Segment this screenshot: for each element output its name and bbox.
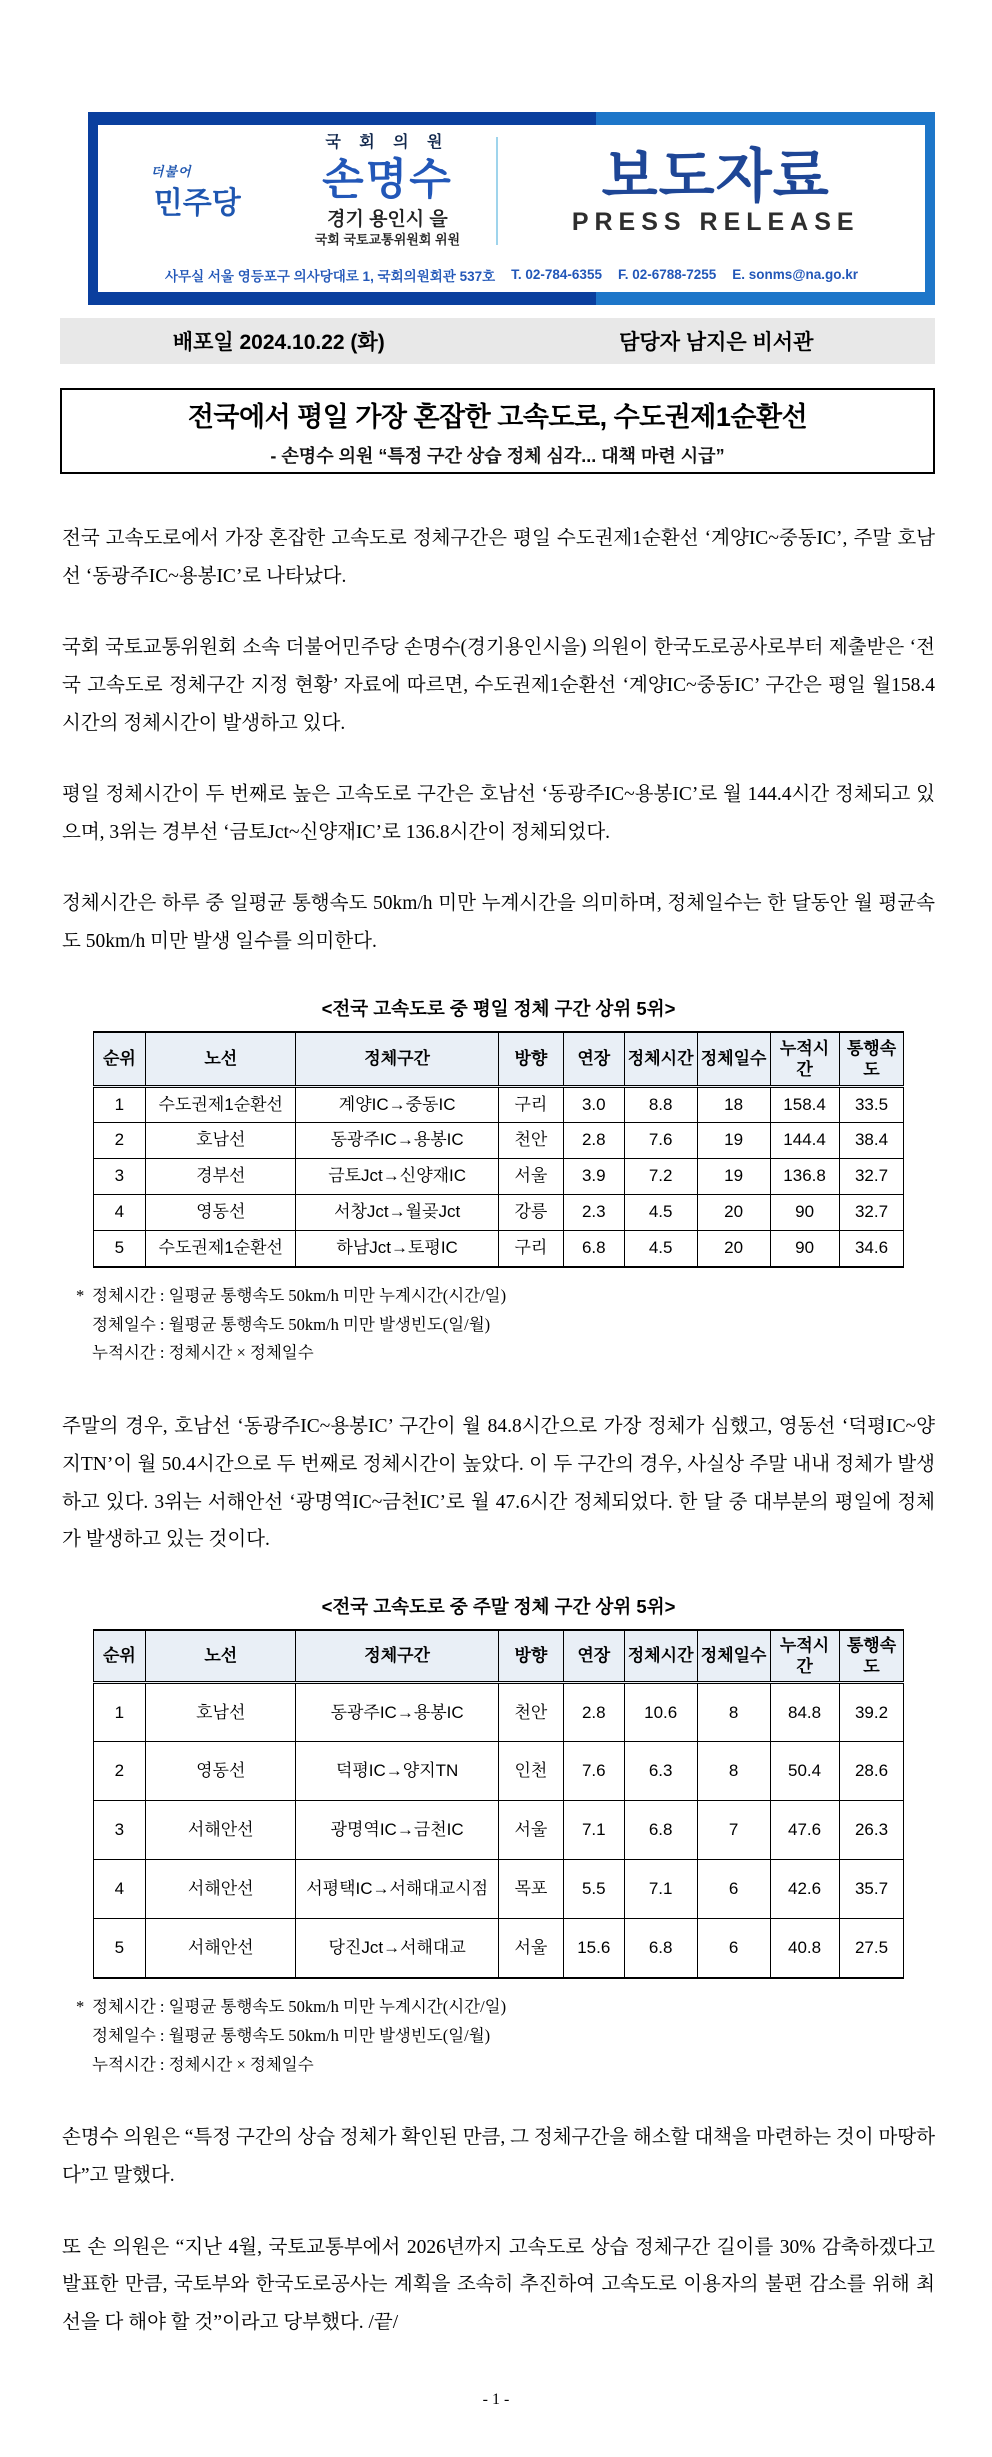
table-cell: 동광주IC→용봉IC	[296, 1683, 499, 1742]
footnote-mark: *	[76, 1996, 85, 2016]
table-cell: 수도권제1순환선	[146, 1087, 296, 1123]
table-cell: 6.8	[624, 1801, 697, 1860]
release-title-block	[506, 143, 925, 236]
member-block	[296, 134, 478, 248]
table-cell: 40.8	[770, 1919, 839, 1978]
article-body	[62, 520, 935, 2376]
table-cell: 6.3	[624, 1742, 697, 1801]
footnote-text: 정체시간 : 일평균 통행속도 50km/h 미만 누계시간(시간/일)	[92, 1996, 507, 2016]
footnote-line	[76, 2051, 935, 2080]
table-row	[93, 1919, 904, 1978]
header-right-border	[925, 125, 935, 292]
contact-manager: 담당자 남지은 비서관	[619, 331, 814, 354]
header-vertical-divider	[496, 137, 498, 245]
table-cell: 구리	[499, 1087, 564, 1123]
table-cell: 7.2	[624, 1159, 697, 1195]
table-cell: 7.1	[624, 1860, 697, 1919]
table-cell: 강릉	[499, 1195, 564, 1231]
page-number: - 1 -	[482, 2391, 510, 2408]
table-cell: 5.5	[563, 1860, 624, 1919]
release-date: 배포일 2024.10.22 (화)	[172, 331, 385, 354]
footnote-text: 누적시간 : 정체시간 × 정체일수	[92, 2054, 314, 2074]
footnote-mark: *	[76, 1285, 85, 1305]
table-header-row	[93, 1032, 904, 1087]
headline-box	[60, 388, 935, 474]
release-title-korean: 보도자료	[601, 143, 830, 209]
table-row	[93, 1742, 904, 1801]
table-cell: 8	[697, 1742, 770, 1801]
column-header: 정체구간	[296, 1032, 499, 1087]
weekday-table-caption: <전국 고속도로 중 평일 정체 구간 상위 5위>	[321, 997, 676, 1019]
member-title: 국 회 의 원	[325, 134, 450, 152]
headline-title: 전국에서 평일 가장 혼잡한 고속도로, 수도권제1순환선	[187, 401, 808, 432]
table-cell: 동광주IC→용봉IC	[296, 1123, 499, 1159]
column-header: 정체일수	[697, 1032, 770, 1087]
press-release-header	[88, 112, 935, 305]
table-cell: 33.5	[839, 1087, 904, 1123]
column-header: 노선	[146, 1032, 296, 1087]
table-cell: 6	[697, 1919, 770, 1978]
paragraph: 평일 정체시간이 두 번째로 높은 고속도로 구간은 호남선 ‘동광주IC~용봉IC’로 월 144.4시간 정체되고 있으며, 3위는 경부선 ‘금토Jct~신양재IC’로 136.8시간이 정체되었다.	[62, 784, 935, 843]
contact-office: 사무실 서울 영등포구 의사당대로 1, 국회의원회관 537호	[164, 268, 496, 284]
party-logo	[98, 161, 296, 222]
column-header: 정체일수	[697, 1630, 770, 1683]
headline-subtitle: - 손명수 의원 “특정 구간 상습 정체 심각... 대책 마련 시급”	[270, 445, 725, 466]
table-cell: 90	[770, 1231, 839, 1267]
footnote-line	[76, 1282, 935, 1311]
footnote-text: 정체일수 : 월평균 통행속도 50km/h 미만 발생빈도(일/월)	[92, 2025, 491, 2045]
table-cell: 영동선	[146, 1195, 296, 1231]
table-cell: 6.8	[563, 1231, 624, 1267]
release-title-english: PRESS RELEASE	[571, 207, 860, 236]
table-cell: 인천	[499, 1742, 564, 1801]
table-cell: 38.4	[839, 1123, 904, 1159]
paragraph: 정체시간은 하루 중 일평균 통행속도 50km/h 미만 누계시간을 의미하며, 정체일수는 한 달동안 월 평균속도 50km/h 미만 발생 일수를 의미한다.	[62, 893, 935, 952]
party-logo-script: 더불어	[150, 163, 192, 179]
footnote-text: 누적시간 : 정체시간 × 정체일수	[92, 1343, 314, 1363]
member-name: 손명수	[322, 155, 453, 204]
table-cell: 4	[93, 1195, 146, 1231]
table-row	[93, 1159, 904, 1195]
column-header: 노선	[146, 1630, 296, 1683]
table-cell: 목포	[499, 1860, 564, 1919]
table-cell: 144.4	[770, 1123, 839, 1159]
table-cell: 90	[770, 1195, 839, 1231]
table-cell: 하남Jct→토평IC	[296, 1231, 499, 1267]
column-header: 방향	[499, 1032, 564, 1087]
table-cell: 4	[93, 1860, 146, 1919]
table-cell: 1	[93, 1087, 146, 1123]
header-bottom-border	[88, 292, 935, 305]
table-cell: 서해안선	[146, 1801, 296, 1860]
table-cell: 6	[697, 1860, 770, 1919]
table-cell: 50.4	[770, 1742, 839, 1801]
contact-tel: T. 02-784-6355	[511, 267, 602, 282]
header-content	[98, 125, 925, 257]
table-cell: 18	[697, 1087, 770, 1123]
table-row	[93, 1087, 904, 1123]
footnote-line	[76, 1993, 935, 2022]
footnote-text: 정체시간 : 일평균 통행속도 50km/h 미만 누계시간(시간/일)	[92, 1285, 507, 1305]
table-cell: 경부선	[146, 1159, 296, 1195]
table-cell: 서울	[499, 1801, 564, 1860]
table-cell: 구리	[499, 1231, 564, 1267]
table-cell: 8.8	[624, 1087, 697, 1123]
table-cell: 7.1	[563, 1801, 624, 1860]
table-cell: 서울	[499, 1919, 564, 1978]
paragraph: 또 손 의원은 “지난 4월, 국토교통부에서 2026년까지 고속도로 상습 정체구간 길이를 30% 감축하겠다고 발표한 만큼, 국토부와 한국도로공사는 계획을 조속히 추진하여 고속도로 이용자의 불편 감소를 위해 최선을 다 해야 할 것”이라고 당부했다. /끝/	[62, 2236, 935, 2333]
table-cell: 7.6	[563, 1742, 624, 1801]
table-cell: 2	[93, 1742, 146, 1801]
table-cell: 42.6	[770, 1860, 839, 1919]
table-row	[93, 1231, 904, 1267]
contact-fax: F. 02-6788-7255	[617, 267, 717, 282]
footnote-line	[76, 1311, 935, 1340]
table-cell: 서울	[499, 1159, 564, 1195]
column-header: 순위	[93, 1032, 146, 1087]
table-cell: 35.7	[839, 1860, 904, 1919]
contact-line	[98, 257, 925, 292]
table-row	[93, 1801, 904, 1860]
table-cell: 영동선	[146, 1742, 296, 1801]
table-cell: 19	[697, 1159, 770, 1195]
table-cell: 39.2	[839, 1683, 904, 1742]
header-left-border	[88, 125, 98, 292]
table-cell: 15.6	[563, 1919, 624, 1978]
paragraph: 주말의 경우, 호남선 ‘동광주IC~용봉IC’ 구간이 월 84.8시간으로 가장 정체가 심했고, 영동선 ‘덕평IC~양지TN’이 월 50.4시간으로 두 번째로 정체시간이 높았다. 이 두 구간의 경우, 사실상 주말 내내 정체가 발생하고 있다. 3위는 서해안선 ‘광명역IC~금천IC’로 월 47.6시간 정체되었다. 한 달 중 대부분의 평일에 정체가 발생하고 있는 것이다.	[62, 1416, 935, 1551]
footnote-line	[76, 1339, 935, 1368]
weekend-table-caption: <전국 고속도로 중 주말 정체 구간 상위 5위>	[321, 1595, 676, 1617]
table-cell: 덕평IC→양지TN	[296, 1742, 499, 1801]
table-cell: 8	[697, 1683, 770, 1742]
column-header: 정체시간	[624, 1630, 697, 1683]
table-cell: 계양IC→중동IC	[296, 1087, 499, 1123]
table-cell: 7.6	[624, 1123, 697, 1159]
table-cell: 7	[697, 1801, 770, 1860]
table-cell: 1	[93, 1683, 146, 1742]
member-district: 경기 용인시 을	[327, 209, 448, 231]
paragraph: 국회 국토교통위원회 소속 더불어민주당 손명수(경기용인시을) 의원이 한국도로공사로부터 제출받은 ‘전국 고속도로 정체구간 지정 현황’ 자료에 따르면, 수도권제1순환선 ‘계양IC~중동IC’ 구간은 평일 월158.4시간의 정체시간이 발생하고 있다.	[62, 637, 935, 734]
table-cell: 20	[697, 1231, 770, 1267]
table-cell: 3.9	[563, 1159, 624, 1195]
table-cell: 47.6	[770, 1801, 839, 1860]
footnote-text: 정체일수 : 월평균 통행속도 50km/h 미만 발생빈도(일/월)	[92, 1314, 491, 1334]
weekend-congestion-table	[93, 1629, 905, 1979]
weekday-table-footnotes	[76, 1282, 935, 1369]
column-header: 누적시간	[770, 1630, 839, 1683]
table-cell: 2.8	[563, 1683, 624, 1742]
column-header: 연장	[563, 1630, 624, 1683]
weekday-congestion-table	[93, 1031, 905, 1268]
table-cell: 호남선	[146, 1683, 296, 1742]
info-bar	[60, 318, 935, 364]
table-row	[93, 1683, 904, 1742]
column-header: 정체구간	[296, 1630, 499, 1683]
column-header: 방향	[499, 1630, 564, 1683]
table-cell: 서해안선	[146, 1860, 296, 1919]
table-cell: 4.5	[624, 1231, 697, 1267]
table-row	[93, 1195, 904, 1231]
table-cell: 32.7	[839, 1195, 904, 1231]
header-top-border	[88, 112, 935, 125]
table-cell: 금토Jct→신양재IC	[296, 1159, 499, 1195]
table-cell: 천안	[499, 1123, 564, 1159]
table-cell: 2	[93, 1123, 146, 1159]
table-cell: 20	[697, 1195, 770, 1231]
table-cell: 4.5	[624, 1195, 697, 1231]
table-cell: 3.0	[563, 1087, 624, 1123]
table-cell: 136.8	[770, 1159, 839, 1195]
table-cell: 2.3	[563, 1195, 624, 1231]
table-cell: 수도권제1순환선	[146, 1231, 296, 1267]
footnote-line	[76, 2022, 935, 2051]
table-cell: 34.6	[839, 1231, 904, 1267]
table-cell: 서창Jct→월곶Jct	[296, 1195, 499, 1231]
column-header: 연장	[563, 1032, 624, 1087]
header-top-border-dark	[88, 112, 596, 125]
table-cell: 5	[93, 1231, 146, 1267]
table-cell: 광명역IC→금천IC	[296, 1801, 499, 1860]
table-row	[93, 1123, 904, 1159]
table-row	[93, 1860, 904, 1919]
table-cell: 158.4	[770, 1087, 839, 1123]
table-header-row	[93, 1630, 904, 1683]
header-bottom-border-light	[596, 292, 935, 305]
table-cell: 27.5	[839, 1919, 904, 1978]
column-header: 통행속도	[839, 1032, 904, 1087]
table-cell: 26.3	[839, 1801, 904, 1860]
member-committee: 국회 국토교통위원회 위원	[314, 231, 461, 247]
table-cell: 천안	[499, 1683, 564, 1742]
column-header: 순위	[93, 1630, 146, 1683]
table-cell: 84.8	[770, 1683, 839, 1742]
table-cell: 호남선	[146, 1123, 296, 1159]
table-cell: 19	[697, 1123, 770, 1159]
header-bottom-border-dark	[88, 292, 596, 305]
table-cell: 2.8	[563, 1123, 624, 1159]
table-cell: 서평택IC→서해대교시점	[296, 1860, 499, 1919]
table-cell: 10.6	[624, 1683, 697, 1742]
weekend-table-footnotes	[76, 1993, 935, 2080]
column-header: 누적시간	[770, 1032, 839, 1087]
party-logo-text: 민주당	[153, 186, 241, 220]
table-cell: 6.8	[624, 1919, 697, 1978]
table-cell: 32.7	[839, 1159, 904, 1195]
table-cell: 5	[93, 1919, 146, 1978]
contact-email: E. sonms@na.go.kr	[732, 267, 858, 282]
header-top-border-light	[596, 112, 935, 125]
column-header: 정체시간	[624, 1032, 697, 1087]
table-cell: 서해안선	[146, 1919, 296, 1978]
table-cell: 3	[93, 1801, 146, 1860]
paragraph: 전국 고속도로에서 가장 혼잡한 고속도로 정체구간은 평일 수도권제1순환선 ‘계양IC~중동IC’, 주말 호남선 ‘동광주IC~용봉IC’로 나타났다.	[62, 528, 935, 587]
table-cell: 당진Jct→서해대교	[296, 1919, 499, 1978]
table-cell: 3	[93, 1159, 146, 1195]
table-cell: 28.6	[839, 1742, 904, 1801]
column-header: 통행속도	[839, 1630, 904, 1683]
paragraph: 손명수 의원은 “특정 구간의 상습 정체가 확인된 만큼, 그 정체구간을 해소할 대책을 마련하는 것이 마땅하다”고 말했다.	[62, 2127, 935, 2186]
